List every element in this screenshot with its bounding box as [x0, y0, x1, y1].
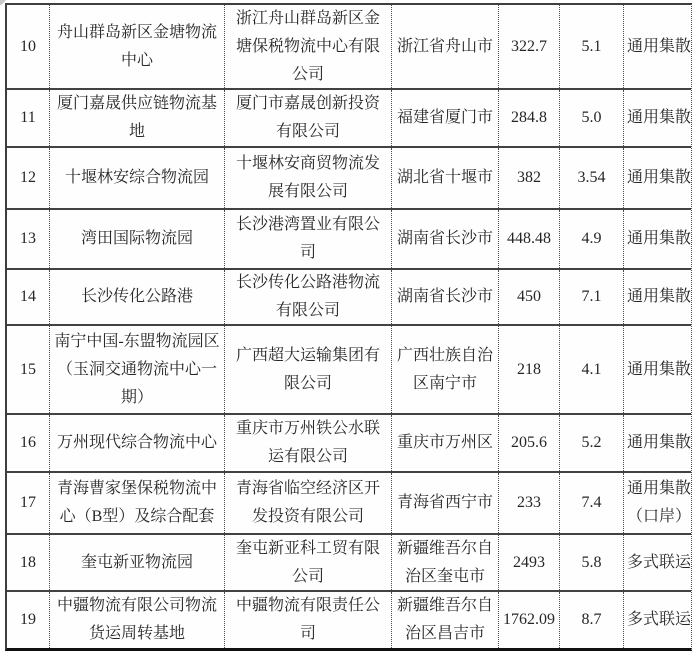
value-cell	[499, 90, 560, 146]
company-name-cell	[225, 210, 392, 268]
value-cell	[560, 535, 624, 590]
value-cell	[560, 473, 624, 533]
cell-text: 福建省厦门市	[396, 109, 493, 126]
park-name-cell	[50, 210, 225, 268]
value-cell	[560, 415, 624, 471]
cell-text: 18	[20, 553, 36, 571]
value-cell	[499, 415, 560, 471]
park-name-cell	[50, 148, 225, 208]
cell-text: 17	[20, 494, 36, 511]
value-cell	[560, 270, 624, 324]
cell-text: 16	[20, 434, 36, 451]
location-cell	[392, 326, 499, 413]
cell-text: 382	[517, 169, 541, 186]
row-number-cell	[7, 90, 50, 146]
row-number-cell	[7, 210, 50, 268]
table-row	[7, 5, 691, 90]
cell-text: 284.8	[511, 109, 547, 126]
cell-text: 湖北省十堰市	[396, 169, 493, 186]
cell-text: 奎屯新亚科工贸有限公司	[235, 539, 380, 585]
row-number-cell	[7, 535, 50, 590]
table-row	[7, 473, 691, 535]
cell-text: 舟山群岛新区金塘物流中心	[56, 23, 217, 69]
cell-text: 重庆市万州区	[396, 434, 493, 451]
cell-text: 长沙港湾置业有限公司	[235, 216, 380, 261]
table-row	[7, 270, 691, 326]
company-name-cell	[225, 473, 392, 533]
value-cell	[499, 210, 560, 268]
type-cell	[624, 210, 694, 268]
cell-text: 通用集散	[626, 230, 691, 247]
type-cell	[624, 90, 694, 146]
cell-text: 青海省西宁市	[396, 494, 493, 511]
location-cell	[392, 270, 499, 324]
cell-text: 厦门嘉晟供应链物流基地	[56, 95, 217, 140]
type-cell	[624, 415, 694, 471]
cell-text: 青海曹家堡保税物流中心（B型）及综合配套	[56, 480, 217, 525]
company-name-cell	[225, 148, 392, 208]
value-cell	[499, 270, 560, 324]
value-cell	[499, 5, 560, 88]
cell-text: 14	[20, 288, 36, 305]
cell-text: 1762.09	[503, 611, 555, 628]
cell-text: 450	[517, 288, 541, 305]
type-cell	[624, 5, 694, 88]
park-name-cell	[50, 270, 225, 324]
cell-text: 4.1	[581, 360, 602, 378]
company-name-cell	[225, 270, 392, 324]
cell-text: 中疆物流有限公司物流货运周转基地	[56, 597, 217, 642]
value-cell	[560, 90, 624, 146]
cell-text: 448.48	[507, 230, 551, 247]
row-number-cell	[7, 473, 50, 533]
type-cell	[624, 148, 694, 208]
value-cell	[560, 592, 624, 648]
type-cell	[624, 473, 694, 533]
cell-text: 205.6	[511, 434, 547, 451]
park-name-cell	[50, 5, 225, 88]
value-cell	[499, 592, 560, 648]
cell-text: 新疆维吾尔自治区昌吉市	[396, 597, 493, 642]
value-cell	[560, 210, 624, 268]
cell-text: 通用集散	[626, 288, 691, 305]
cell-text: 5.8	[581, 553, 602, 571]
cell-text: 3.54	[577, 169, 606, 186]
cell-text: 重庆市万州铁公水联运有限公司	[235, 420, 380, 465]
cell-text: 通用集散	[626, 169, 691, 186]
company-name-cell	[225, 90, 392, 146]
cell-text: 15	[20, 360, 36, 378]
location-cell	[392, 90, 499, 146]
location-cell	[392, 592, 499, 648]
cell-text: 奎屯新亚物流园	[80, 553, 193, 571]
row-number-cell	[7, 5, 50, 88]
value-cell	[499, 148, 560, 208]
company-name-cell	[225, 326, 392, 413]
value-cell	[499, 326, 560, 413]
row-number-cell	[7, 592, 50, 648]
cell-text: 青海省临空经济区开发投资有限公司	[235, 480, 380, 525]
cell-text: 通用集散	[626, 360, 691, 378]
cell-text: 通用集散	[626, 37, 691, 55]
cell-text: 新疆维吾尔自治区奎屯市	[396, 539, 493, 585]
location-cell	[392, 210, 499, 268]
cell-text: 十堰林安商贸物流发展有限公司	[235, 155, 380, 200]
row-number-cell	[7, 415, 50, 471]
company-name-cell	[225, 415, 392, 471]
table-row	[7, 148, 691, 210]
row-number-cell	[7, 326, 50, 413]
cell-text: 5.1	[581, 37, 602, 55]
cell-text: 南宁中国-东盟物流园区（玉洞交通物流中心一期）	[54, 332, 220, 406]
park-name-cell	[50, 90, 225, 146]
table-row	[7, 535, 691, 592]
location-cell	[392, 148, 499, 208]
row-number-cell	[7, 270, 50, 324]
cell-text: 多式联运	[626, 553, 691, 571]
cell-text: 多式联运	[626, 611, 691, 628]
cell-text: 8.7	[581, 611, 602, 628]
cell-text: 19	[20, 611, 36, 628]
location-cell	[392, 415, 499, 471]
park-name-cell	[50, 473, 225, 533]
cell-text: 322.7	[511, 37, 547, 55]
cell-text: 十堰林安综合物流园	[64, 169, 209, 186]
location-cell	[392, 473, 499, 533]
cell-text: 5.2	[581, 434, 602, 451]
cell-text: 浙江省舟山市	[396, 37, 493, 55]
cell-text: 厦门市嘉晟创新投资有限公司	[235, 95, 380, 140]
table-row	[7, 326, 691, 415]
park-name-cell	[50, 415, 225, 471]
cell-text: 长沙传化公路港物流有限公司	[235, 274, 380, 319]
cell-text: 7.4	[581, 494, 602, 511]
location-cell	[392, 535, 499, 590]
value-cell	[499, 473, 560, 533]
value-cell	[560, 5, 624, 88]
table-row	[7, 415, 691, 473]
cell-text: 13	[20, 230, 36, 247]
cell-text: 通用集散（口岸）	[626, 480, 691, 525]
cell-text: 湖南省长沙市	[396, 230, 493, 247]
cell-text: 浙江舟山群岛新区金塘保税物流中心有限公司	[235, 9, 380, 83]
cell-text: 万州现代综合物流中心	[56, 434, 217, 451]
cell-text: 10	[20, 37, 36, 55]
company-name-cell	[225, 5, 392, 88]
type-cell	[624, 592, 694, 648]
type-cell	[624, 326, 694, 413]
value-cell	[499, 535, 560, 590]
cell-text: 7.1	[581, 288, 602, 305]
table-row	[7, 592, 691, 648]
park-name-cell	[50, 535, 225, 590]
row-number-cell	[7, 148, 50, 208]
table-row	[7, 210, 691, 270]
cell-text: 广西超大运输集团有限公司	[235, 346, 380, 392]
type-cell	[624, 270, 694, 324]
cell-text: 中疆物流有限责任公司	[235, 597, 380, 642]
cell-text: 广西壮族自治区南宁市	[396, 346, 493, 392]
value-cell	[560, 326, 624, 413]
cell-text: 4.9	[581, 230, 602, 247]
cell-text: 5.0	[581, 109, 602, 126]
cell-text: 湖南省长沙市	[396, 288, 493, 305]
cell-text: 湾田国际物流园	[80, 230, 193, 247]
value-cell	[560, 148, 624, 208]
type-cell	[624, 535, 694, 590]
company-name-cell	[225, 535, 392, 590]
cell-text: 2493	[513, 553, 545, 571]
cell-text: 233	[517, 494, 541, 511]
cell-text: 长沙传化公路港	[80, 288, 193, 305]
company-name-cell	[225, 592, 392, 648]
table-row	[7, 90, 691, 148]
park-name-cell	[50, 592, 225, 648]
cell-text: 11	[20, 109, 36, 126]
location-cell	[392, 5, 499, 88]
cell-text: 通用集散	[626, 109, 691, 126]
cell-text: 218	[517, 360, 541, 378]
park-name-cell	[50, 326, 225, 413]
cell-text: 通用集散	[626, 434, 691, 451]
cell-text: 12	[20, 169, 36, 186]
logistics-park-table	[5, 3, 692, 651]
